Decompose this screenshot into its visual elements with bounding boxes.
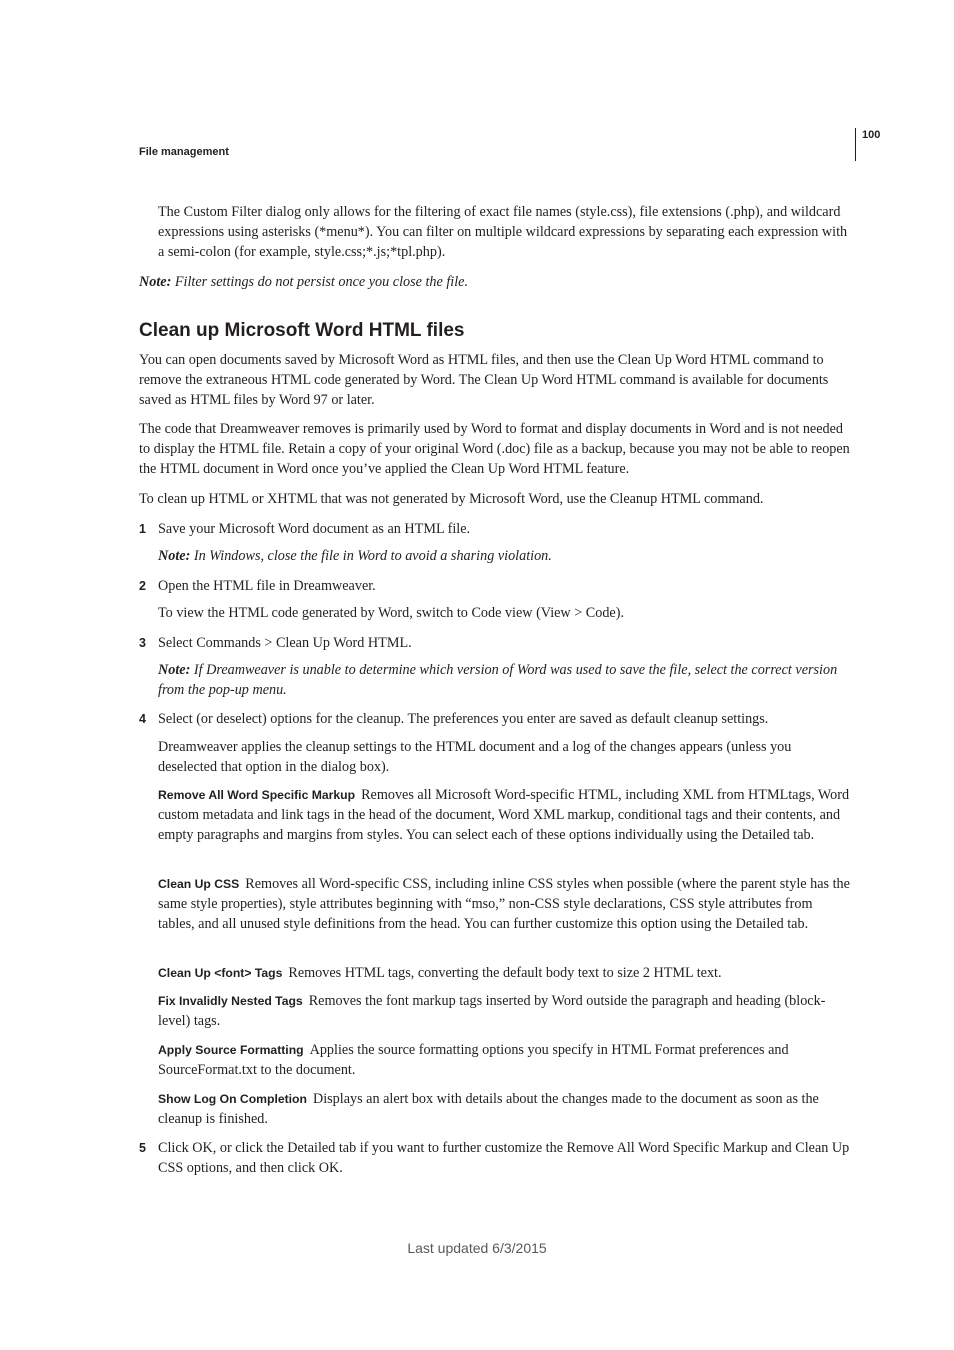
option-fix-nested-tags: [158, 991, 850, 1031]
note-text: In Windows, close the file in Word to avoid a sharing violation.: [190, 548, 552, 564]
option-description: Removes all Microsoft Word-specific HTML, including XML from HTMLtags, Word custom metadata and link tags in the head of the document, Word XML markup, conditional tags and their contents, and empty paragraphs and margins from styles. You can select each of these options individually using the Detailed tab.: [158, 787, 850, 843]
section-paragraph-1: You can open documents saved by Microsoft Word as HTML files, and then use the Clean Up Word HTML command to remove the extraneous HTML code generated by Word. The Clean Up Word HTML command is available for documents saved as HTML files by Word 97 or later.: [139, 352, 829, 408]
option-clean-up-font-tags: [158, 963, 850, 983]
step-number: 2: [139, 579, 146, 593]
running-header: File management: [139, 146, 229, 158]
step-number: 5: [139, 1141, 146, 1155]
step-number: 1: [139, 522, 146, 536]
custom-filter-paragraph: The Custom Filter dialog only allows for the filtering of exact file names (style.css), file extensions (.php), and wildcard expressions using asterisks (*menu*). You can filter on multiple wildcard expressions by separating each expression with a semi-colon (for example, style.css;*.js;*tpl.php).: [158, 204, 848, 260]
step-note: [158, 546, 850, 566]
option-term: Clean Up <font> Tags: [158, 966, 283, 980]
option-term: Fix Invalidly Nested Tags: [158, 994, 303, 1008]
step-text: Select Commands > Clean Up Word HTML.: [158, 635, 412, 651]
note-text: If Dreamweaver is unable to determine which version of Word was used to save the file, select the correct version from the pop-up menu.: [158, 662, 838, 698]
option-apply-source-formatting: [158, 1040, 850, 1080]
option-description: Displays an alert box with details about the changes made to the document as soon as the cleanup is finished.: [158, 1091, 819, 1127]
step-number: 4: [139, 712, 146, 726]
option-description: Removes HTML tags, converting the default body text to size 2 HTML text.: [288, 965, 722, 981]
step-text: Open the HTML file in Dreamweaver.: [158, 578, 376, 594]
option-description: Applies the source formatting options you specify in HTML Format preferences and SourceFormat.txt to the document.: [158, 1042, 789, 1078]
step-note: [158, 660, 850, 700]
step-text: Save your Microsoft Word document as an HTML file.: [158, 521, 471, 537]
filter-note: [139, 272, 850, 292]
option-term: Remove All Word Specific Markup: [158, 788, 356, 802]
section-paragraph-2: The code that Dreamweaver removes is primarily used by Word to format and display documents in Word and is not needed to display the HTML file. Retain a copy of your original Word (.doc) file as a backup, because you may not be able to reopen the HTML document in Word once you’ve applied the Clean Up Word HTML feature.: [139, 421, 850, 477]
option-term: Show Log On Completion: [158, 1092, 307, 1106]
step-text: Click OK, or click the Detailed tab if you want to further customize the Remove All Word Specific Markup and Clean Up CSS options, and then click OK.: [158, 1140, 850, 1176]
note-label: Note:: [158, 548, 191, 564]
section-paragraph-3: To clean up HTML or XHTML that was not generated by Microsoft Word, use the Cleanup HTML command.: [139, 491, 764, 507]
option-clean-up-css: [158, 874, 850, 934]
note-text: Filter settings do not persist once you close the file.: [171, 274, 469, 290]
option-description: Removes all Word-specific CSS, including inline CSS styles when possible (where the parent style has the same style properties), style attributes beginning with “mso,” non-CSS style declarations, CSS style attributes from tables, and all unused style definitions from the head. You can further customize this option using the Detailed tab.: [158, 876, 850, 932]
option-description: Removes the font markup tags inserted by Word outside the paragraph and heading (block-level) tags.: [158, 993, 826, 1029]
step-subtext: To view the HTML code generated by Word, switch to Code view (View > Code).: [158, 605, 624, 621]
section-title: Clean up Microsoft Word HTML files: [139, 320, 465, 341]
step-subtext: Dreamweaver applies the cleanup settings to the HTML document and a log of the changes appears (unless you deselected that option in the dialog box).: [158, 739, 792, 775]
step-text: Select (or deselect) options for the cleanup. The preferences you enter are saved as default cleanup settings.: [158, 711, 769, 727]
step-number: 3: [139, 636, 146, 650]
option-term: Apply Source Formatting: [158, 1043, 304, 1057]
option-remove-word-markup: [158, 785, 850, 845]
option-show-log: [158, 1089, 850, 1129]
page-number: 100: [862, 129, 881, 141]
header-divider: [855, 128, 856, 161]
note-label: Note:: [158, 662, 191, 678]
note-label: Note:: [139, 274, 172, 290]
page-footer: Last updated 6/3/2015: [407, 1240, 547, 1256]
option-term: Clean Up CSS: [158, 877, 240, 891]
